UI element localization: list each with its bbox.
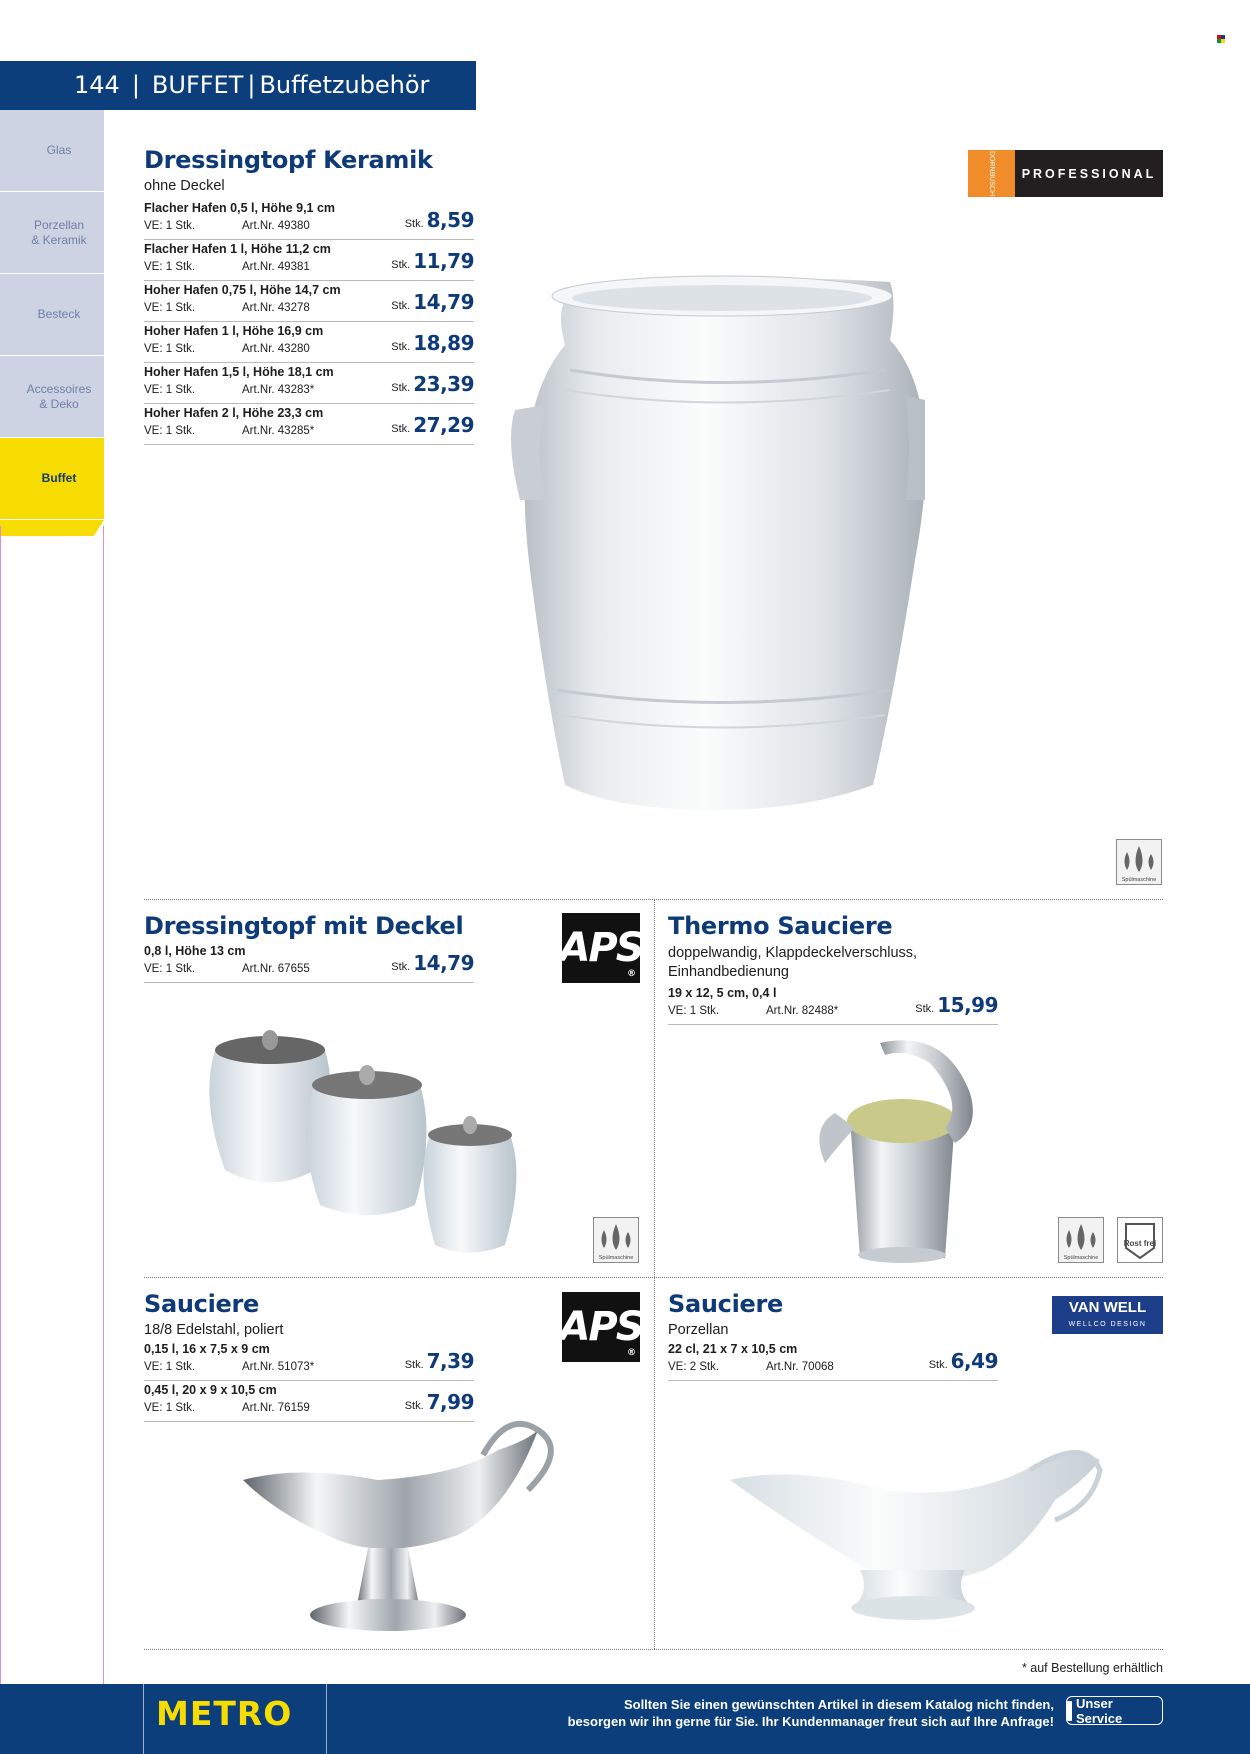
product-subtitle: ohne Deckel — [144, 178, 225, 194]
sidebar-guide — [0, 526, 104, 1754]
packing-unit: VE: 1 Stk. — [144, 1402, 196, 1414]
price-row — [144, 281, 474, 322]
sidebar-item-glas[interactable]: Glas — [0, 110, 104, 192]
packing-unit: VE: 1 Stk. — [144, 963, 196, 975]
item-description: Hoher Hafen 1,5 l, Höhe 18,1 cm — [144, 365, 334, 379]
product-subtitle: 18/8 Edelstahl, poliert — [144, 1322, 284, 1338]
footer-message: Sollten Sie einen gewünschten Artikel in diesem Katalog nicht finden, besorgen wir ihn gerne für Sie. Ihr Kundenmanager freut sich auf Ihre Anfrage! — [567, 1697, 1054, 1729]
price: Stk. 7,39 — [404, 1349, 474, 1373]
item-description: Hoher Hafen 2 l, Höhe 23,3 cm — [144, 406, 324, 420]
product-title: Sauciere — [144, 1290, 260, 1318]
article-number: Art.Nr. 43280 — [242, 343, 310, 355]
item-description: 22 cl, 21 x 7 x 10,5 cm — [668, 1342, 798, 1356]
product-title: Dressingtopf Keramik — [144, 146, 433, 174]
price-row — [144, 942, 474, 983]
product-keramik — [144, 146, 474, 445]
price: Stk. 27,29 — [391, 413, 474, 437]
packing-unit: VE: 1 Stk. — [144, 261, 196, 273]
service-button[interactable]: Unser Service — [1066, 1696, 1163, 1725]
item-description: Hoher Hafen 0,75 l, Höhe 14,7 cm — [144, 283, 341, 297]
product-subtitle: Porzellan — [668, 1322, 729, 1338]
section-title: BUFFET — [151, 71, 244, 99]
product-title: Dressingtopf mit Deckel — [144, 912, 464, 940]
sidebar-item-porzellan[interactable]: Porzellan & Keramik — [0, 192, 104, 274]
article-number: Art.Nr. 70068 — [766, 1361, 834, 1373]
item-description: 19 x 12, 5 cm, 0,4 l — [668, 986, 777, 1000]
article-number: Art.Nr. 76159 — [242, 1402, 310, 1414]
vanwell-logo: VAN WELL WELLCO DESIGN — [1052, 1296, 1163, 1334]
price: Stk. 23,39 — [391, 372, 474, 396]
product-deckel — [144, 912, 474, 983]
price-row — [144, 199, 474, 240]
article-number: Art.Nr. 49380 — [242, 220, 310, 232]
footer — [0, 1684, 1250, 1754]
item-description: Hoher Hafen 1 l, Höhe 16,9 cm — [144, 324, 324, 338]
packing-unit: VE: 1 Stk. — [144, 1361, 196, 1373]
article-number: Art.Nr. 43285* — [242, 425, 315, 437]
sidebar — [0, 110, 104, 536]
price: Stk. 15,99 — [915, 993, 998, 1017]
footnote: * auf Bestellung erhältlich — [1021, 1661, 1163, 1675]
packing-unit: VE: 1 Stk. — [144, 220, 196, 232]
packing-unit: VE: 1 Stk. — [144, 343, 196, 355]
price: Stk. 7,99 — [404, 1390, 474, 1414]
price: Stk. 18,89 — [391, 331, 474, 355]
page-header: 144 | BUFFET | Buffetzubehör — [0, 61, 476, 110]
dishwasher-icon: Spülmaschine — [1116, 839, 1162, 885]
price: Stk. 14,79 — [391, 290, 474, 314]
item-description: 0,45 l, 20 x 9 x 10,5 cm — [144, 1383, 277, 1397]
section-divider — [144, 1649, 1163, 1650]
price-row — [668, 1340, 998, 1381]
steel-sauciere-image — [238, 1420, 578, 1635]
ceramic-jar-image — [505, 270, 925, 815]
price-row — [144, 1340, 474, 1381]
price: Stk. 11,79 — [391, 249, 474, 273]
product-subtitle: doppelwandig, Klappdeckelverschluss, — [668, 945, 918, 961]
price-row — [144, 1381, 474, 1422]
thermo-sauciere-image — [805, 1033, 985, 1263]
packing-unit: VE: 1 Stk. — [144, 425, 196, 437]
metro-logo: METRO — [156, 1694, 293, 1733]
sidebar-item-accessoires[interactable]: Accessoires & Deko — [0, 356, 104, 438]
dishwasher-icon: Spülmaschine — [593, 1217, 639, 1263]
price: Stk. 6,49 — [928, 1349, 998, 1373]
packing-unit: VE: 1 Stk. — [668, 1005, 720, 1017]
exclamation-icon — [1067, 1701, 1072, 1721]
packing-unit: VE: 1 Stk. — [144, 302, 196, 314]
price-row — [144, 240, 474, 281]
product-sauciere-steel — [144, 1290, 474, 1422]
porcelain-sauciere-image — [725, 1440, 1105, 1630]
price-row — [144, 322, 474, 363]
price: Stk. 8,59 — [404, 208, 474, 232]
product-thermo — [668, 912, 998, 1025]
item-description: 0,8 l, Höhe 13 cm — [144, 944, 246, 958]
subsection-title: Buffetzubehör — [259, 71, 430, 99]
section-divider — [144, 1277, 1163, 1278]
page-number: 144 — [74, 71, 120, 99]
dressing-pots-image — [200, 1010, 540, 1255]
price-row — [144, 404, 474, 445]
dishwasher-icon: Spülmaschine — [1058, 1217, 1104, 1263]
article-number: Art.Nr. 43283* — [242, 384, 315, 396]
corner-mark — [1217, 35, 1225, 43]
product-sauciere-porz — [668, 1290, 998, 1381]
product-title: Thermo Sauciere — [668, 912, 893, 940]
aps-logo: APS ® — [562, 913, 640, 983]
stainless-icon: Rost frei — [1117, 1217, 1163, 1263]
packing-unit: VE: 2 Stk. — [668, 1361, 720, 1373]
product-title: Sauciere — [668, 1290, 784, 1318]
column-divider — [654, 899, 655, 1649]
article-number: Art.Nr. 67655 — [242, 963, 310, 975]
product-subtitle-2: Einhandbedienung — [668, 964, 789, 980]
sidebar-item-buffet[interactable]: Buffet — [0, 438, 104, 520]
packing-unit: VE: 1 Stk. — [144, 384, 196, 396]
price: Stk. 14,79 — [391, 951, 474, 975]
price-row — [668, 984, 998, 1025]
item-description: 0,15 l, 16 x 7,5 x 9 cm — [144, 1342, 270, 1356]
article-number: Art.Nr. 82488* — [766, 1005, 839, 1017]
article-number: Art.Nr. 51073* — [242, 1361, 315, 1373]
article-number: Art.Nr. 43278 — [242, 302, 310, 314]
article-number: Art.Nr. 49381 — [242, 261, 310, 273]
price-row — [144, 363, 474, 404]
item-description: Flacher Hafen 0,5 l, Höhe 9,1 cm — [144, 201, 336, 215]
professional-logo: DORNBUSCH PROFESSIONAL — [968, 150, 1163, 197]
sidebar-item-besteck[interactable]: Besteck — [0, 274, 104, 356]
item-description: Flacher Hafen 1 l, Höhe 11,2 cm — [144, 242, 331, 256]
aps-logo: APS ® — [562, 1292, 640, 1362]
